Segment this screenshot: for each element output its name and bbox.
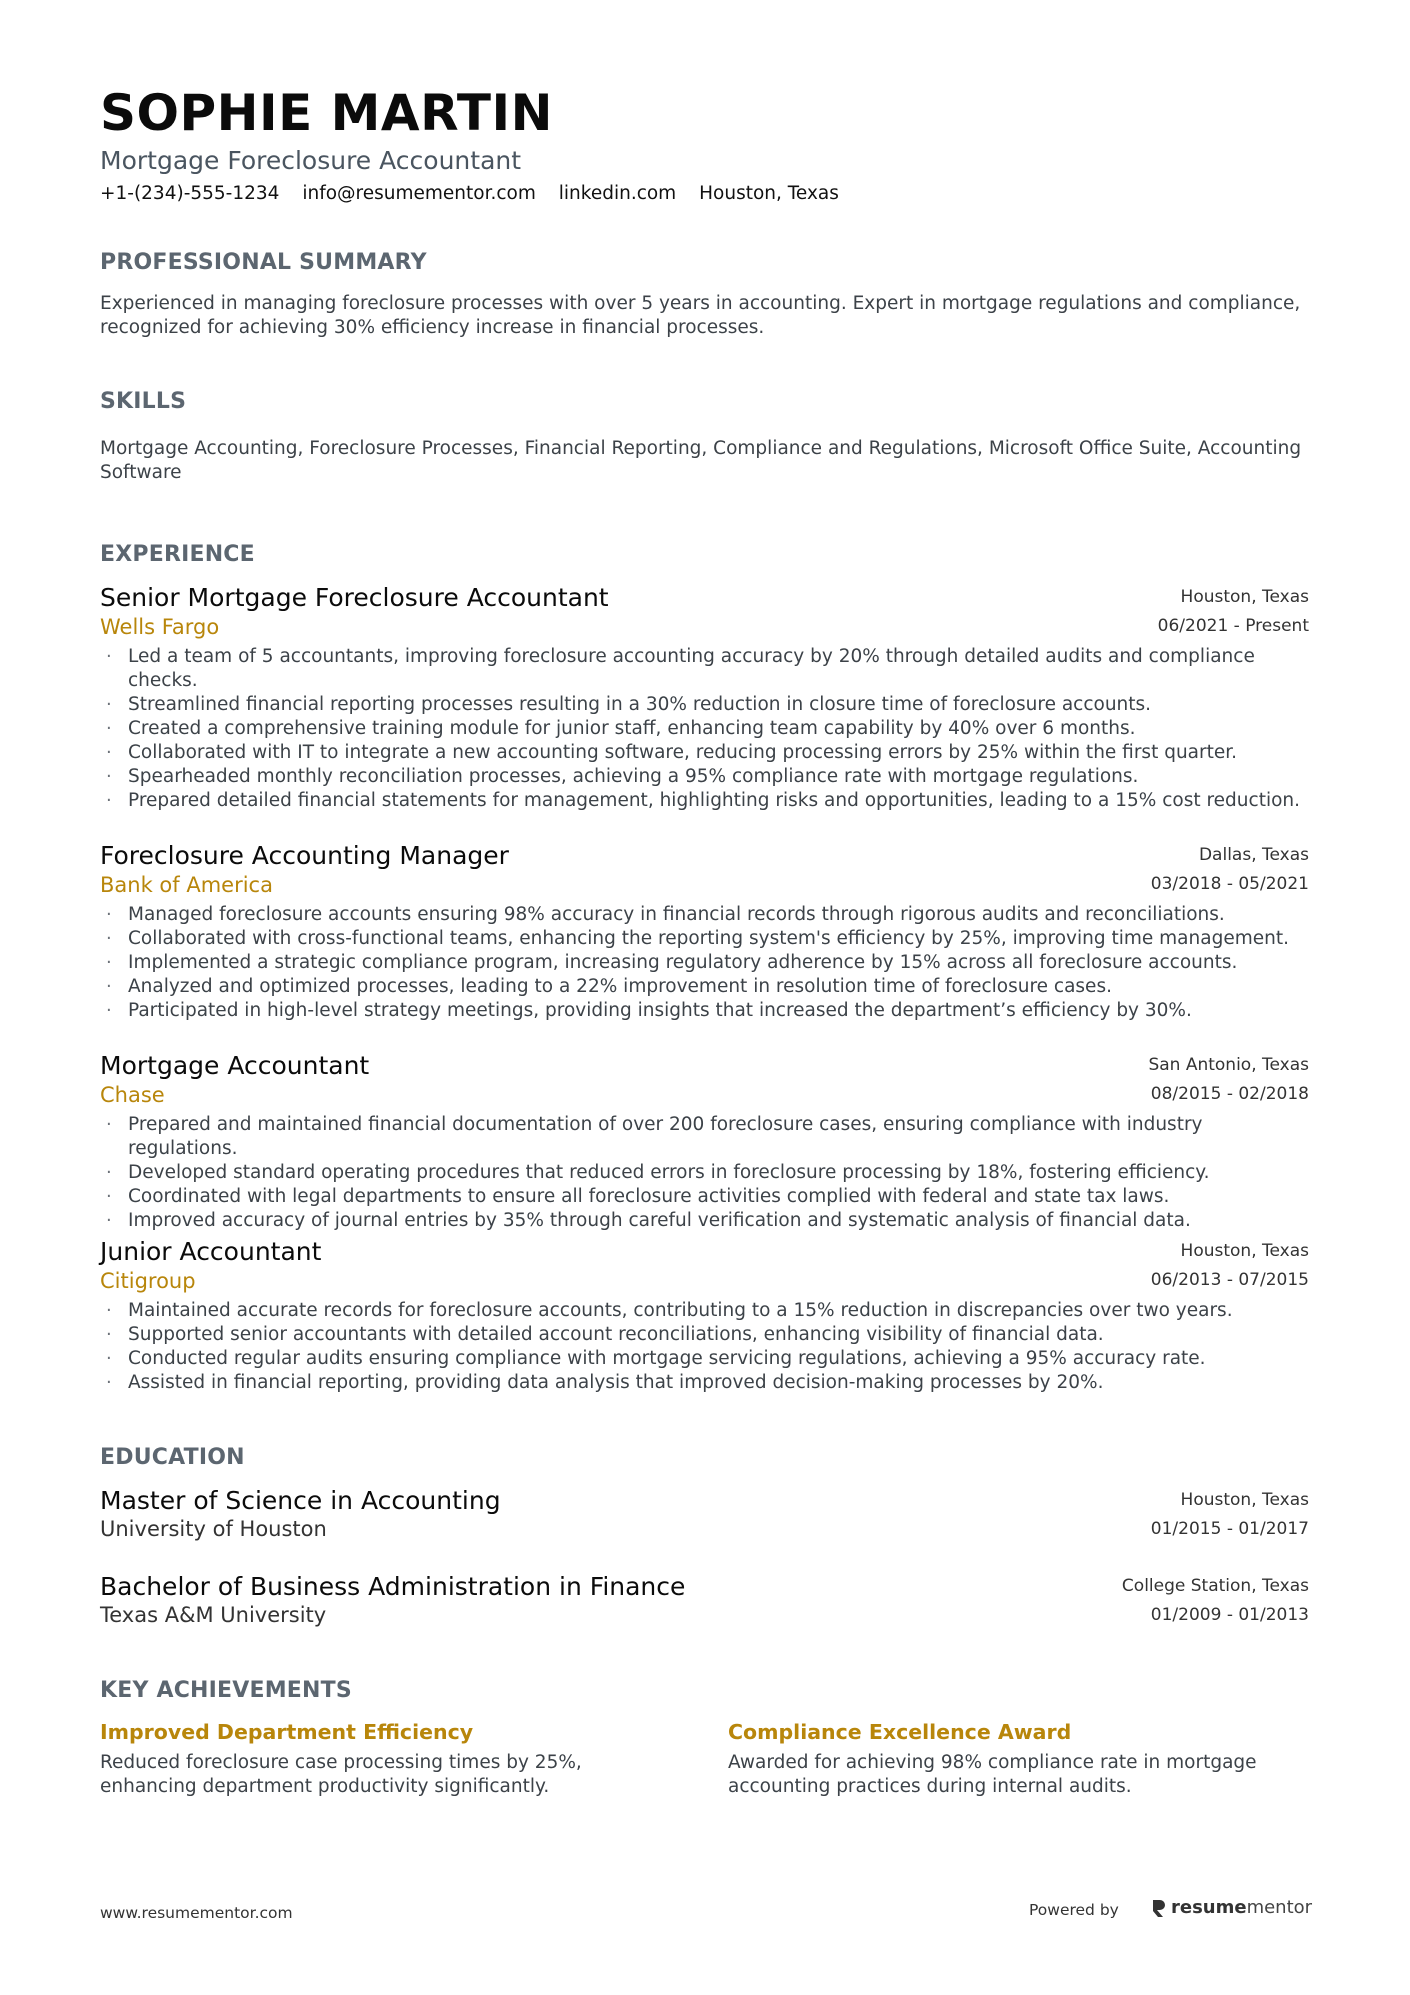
edu-dates: 01/2015 - 01/2017	[1150, 1519, 1309, 1539]
job-bullets	[100, 903, 1309, 1023]
job-bullet: · Maintained accurate records for foreclosure accounts, contributing to a 15% reduction in discrepancies over two years.	[100, 1299, 1309, 1323]
job-title: Mortgage Accountant	[100, 1051, 370, 1080]
job-bullet: · Analyzed and optimized processes, leading to a 22% improvement in resolution time of foreclosure cases.	[100, 975, 1309, 999]
contact-linkedin: linkedin.com	[558, 183, 677, 204]
footer-logo[interactable]	[1151, 1897, 1312, 1918]
job-bullets	[100, 1113, 1309, 1233]
job-bullet: · Supported senior accountants with detailed account reconciliations, enhancing visibility of financial data.	[100, 1323, 1309, 1347]
job-bullet: · Coordinated with legal departments to ensure all foreclosure activities complied with federal and state tax laws.	[100, 1185, 1309, 1209]
job-bullet: · Prepared and maintained financial documentation of over 200 foreclosure cases, ensuring compliance with industry regulations.	[100, 1113, 1309, 1161]
job-bullets	[100, 645, 1309, 813]
achievement-item	[100, 1718, 660, 1799]
job-location: Houston, Texas	[1180, 587, 1309, 607]
skills-text: Mortgage Accounting, Foreclosure Processes, Financial Reporting, Compliance and Regulations, Microsoft Office Suite, Accounting Software	[100, 438, 1302, 483]
job-bullet: · Participated in high-level strategy meetings, providing insights that increased the department’s efficiency by 30%.	[100, 999, 1309, 1023]
footer-url[interactable]: www.resumementor.com	[100, 1904, 293, 1922]
job-bullet: · Improved accuracy of journal entries by 35% through careful verification and systematic analysis of financial data.	[100, 1209, 1309, 1233]
job-bullet: · Managed foreclosure accounts ensuring 98% accuracy in financial records through rigorous audits and reconciliations.	[100, 903, 1309, 927]
experience-heading: EXPERIENCE	[100, 542, 255, 567]
contact-email: info@resumementor.com	[302, 183, 536, 204]
achievement-title: Compliance Excellence Award	[728, 1720, 1072, 1744]
summary-text: Experienced in managing foreclosure processes with over 5 years in accounting. Expert in mortgage regulations and compliance, recognized for achieving 30% efficiency increase in financial processes.	[100, 293, 1301, 338]
job-location: San Antonio, Texas	[1148, 1055, 1309, 1075]
job-company: Citigroup	[100, 1269, 196, 1293]
achievements-heading: KEY ACHIEVEMENTS	[100, 1678, 352, 1703]
job-bullet: · Led a team of 5 accountants, improving foreclosure accounting accuracy by 20% through detailed audits and compliance checks.	[100, 645, 1309, 693]
contact-phone: +1-(234)-555-1234	[100, 183, 280, 204]
job-company: Wells Fargo	[100, 615, 220, 639]
job-bullet: · Prepared detailed financial statements for management, highlighting risks and opportunities, leading to a 15% cost reduction.	[100, 789, 1309, 813]
job-title: Junior Accountant	[100, 1237, 322, 1266]
edu-degree: Bachelor of Business Administration in Finance	[100, 1572, 686, 1601]
education-heading: EDUCATION	[100, 1445, 245, 1470]
job-bullet: · Conducted regular audits ensuring compliance with mortgage servicing regulations, achieving a 95% accuracy rate.	[100, 1347, 1309, 1371]
edu-school: Texas A&M University	[100, 1603, 327, 1627]
contact-location: Houston, Texas	[699, 183, 839, 204]
edu-dates: 01/2009 - 01/2013	[1150, 1605, 1309, 1625]
job-location: Dallas, Texas	[1198, 845, 1309, 865]
edu-location: Houston, Texas	[1180, 1490, 1309, 1510]
job-location: Houston, Texas	[1180, 1241, 1309, 1261]
job-dates: 08/2015 - 02/2018	[1150, 1084, 1309, 1104]
job-bullet: · Streamlined financial reporting processes resulting in a 30% reduction in closure time of foreclosure accounts.	[100, 693, 1309, 717]
job-bullet: · Created a comprehensive training module for junior staff, enhancing team capability by 40% over 6 months.	[100, 717, 1309, 741]
logo-text-light: mentor	[1246, 1897, 1313, 1918]
footer-powered-by: Powered by	[1029, 1901, 1119, 1919]
logo-text-bold: resume	[1171, 1897, 1247, 1918]
job-bullet: · Spearheaded monthly reconciliation processes, achieving a 95% compliance rate with mortgage regulations.	[100, 765, 1309, 789]
job-title: Senior Mortgage Foreclosure Accountant	[100, 583, 609, 612]
job-dates: 06/2021 - Present	[1157, 616, 1309, 636]
job-bullet: · Collaborated with IT to integrate a new accounting software, reducing processing errors by 25% within the first quarter.	[100, 741, 1309, 765]
job-dates: 06/2013 - 07/2015	[1150, 1270, 1309, 1290]
summary-heading: PROFESSIONAL SUMMARY	[100, 250, 427, 275]
achievement-desc: Awarded for achieving 98% compliance rate in mortgage accounting practices during internal audits.	[728, 1752, 1257, 1797]
skills-heading: SKILLS	[100, 389, 187, 414]
resumementor-logo-icon	[1151, 1898, 1167, 1918]
job-bullet: · Implemented a strategic compliance program, increasing regulatory adherence by 15% across all foreclosure accounts.	[100, 951, 1309, 975]
job-bullet: · Assisted in financial reporting, providing data analysis that improved decision-making processes by 20%.	[100, 1371, 1309, 1395]
achievement-item	[728, 1718, 1288, 1799]
edu-degree: Master of Science in Accounting	[100, 1486, 501, 1515]
candidate-title: Mortgage Foreclosure Accountant	[100, 146, 522, 175]
contact-line	[100, 183, 856, 204]
edu-school: University of Houston	[100, 1517, 327, 1541]
job-company: Bank of America	[100, 873, 273, 897]
achievement-title: Improved Department Efficiency	[100, 1720, 474, 1744]
job-bullets	[100, 1299, 1309, 1395]
job-bullet: · Collaborated with cross-functional teams, enhancing the reporting system's efficiency by 25%, improving time management.	[100, 927, 1309, 951]
achievement-desc: Reduced foreclosure case processing times by 25%, enhancing department productivity significantly.	[100, 1752, 582, 1797]
job-title: Foreclosure Accounting Manager	[100, 841, 509, 870]
job-bullet: · Developed standard operating procedures that reduced errors in foreclosure processing by 18%, fostering efficiency.	[100, 1161, 1309, 1185]
edu-location: College Station, Texas	[1121, 1576, 1309, 1596]
job-dates: 03/2018 - 05/2021	[1150, 874, 1309, 894]
job-company: Chase	[100, 1083, 165, 1107]
candidate-name: SOPHIE MARTIN	[100, 84, 553, 142]
